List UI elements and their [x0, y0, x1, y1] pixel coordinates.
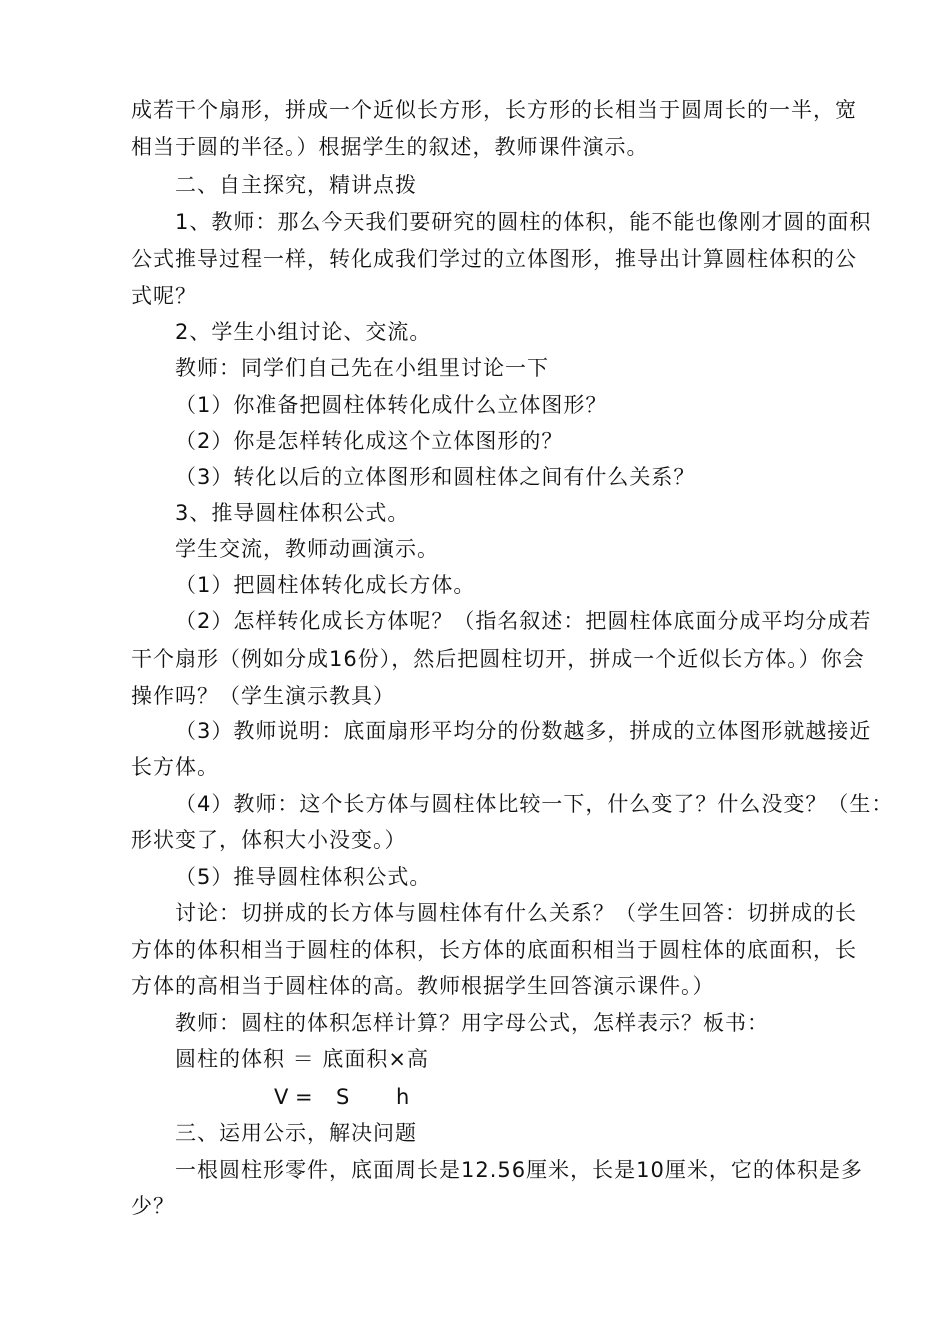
section-heading: 三、运用公示，解决问题	[175, 1121, 417, 1145]
formula-letters	[0, 1083, 950, 1111]
text-line: 公式推导过程一样，转化成我们学过的立体图形，推导出计算圆柱体积的公	[131, 247, 857, 271]
list-item: （2）你是怎样转化成这个立体图形的？	[175, 429, 564, 453]
text-line: 学生交流，教师动画演示。	[175, 537, 439, 561]
text-line: 方体的高相当于圆柱体的高。教师根据学生回答演示课件。）	[131, 974, 715, 998]
list-item: （5）推导圆柱体积公式。	[175, 865, 432, 889]
text-line: 形状变了，体积大小没变。）	[131, 828, 407, 852]
list-item: （3）转化以后的立体图形和圆柱体之间有什么关系？	[175, 465, 696, 489]
text-line: 1、教师：那么今天我们要研究的圆柱的体积，能不能也像刚才圆的面积	[175, 210, 872, 234]
list-item: （1）你准备把圆柱体转化成什么立体图形？	[175, 393, 608, 417]
list-item: （3）教师说明：底面扇形平均分的份数越多，拼成的立体图形就越接近	[175, 719, 872, 743]
text-line: 一根圆柱形零件，底面周长是12.56厘米，长是10厘米，它的体积是多	[175, 1158, 863, 1182]
text-line: 操作吗？（学生演示教具）	[131, 684, 395, 708]
text-line: 教师：圆柱的体积怎样计算？用字母公式，怎样表示？板书：	[175, 1011, 769, 1035]
list-item: （2）怎样转化成长方体呢？（指名叙述：把圆柱体底面分成平均分成若	[175, 609, 872, 633]
text-line: 方体的体积相当于圆柱的体积，长方体的底面积相当于圆柱体的底面积，长	[131, 938, 857, 962]
text-line: 教师：同学们自己先在小组里讨论一下	[175, 356, 549, 380]
section-heading: 二、自主探究，精讲点拨	[175, 173, 417, 197]
list-item: （1）把圆柱体转化成长方体。	[175, 573, 476, 597]
text-line: 3、推导圆柱体积公式。	[175, 501, 410, 525]
text-line: 干个扇形（例如分成16份），然后把圆柱切开，拼成一个近似长方体。）你会	[131, 647, 865, 671]
formula-h: h	[396, 1085, 410, 1109]
list-item: （4）教师：这个长方体与圆柱体比较一下，什么变了？什么没变？（生：	[175, 792, 894, 816]
formula-words: 圆柱的体积 ＝ 底面积×高	[175, 1047, 429, 1071]
text-line: 2、学生小组讨论、交流。	[175, 320, 432, 344]
text-line: 讨论：切拼成的长方体与圆柱体有什么关系？（学生回答：切拼成的长	[175, 901, 857, 925]
text-line: 成若干个扇形，拼成一个近似长方形，长方形的长相当于圆周长的一半，宽	[131, 98, 857, 122]
text-line: 少？	[131, 1194, 175, 1218]
text-line: 长方体。	[131, 755, 219, 779]
formula-v: V =	[274, 1085, 313, 1109]
formula-s: S	[336, 1085, 350, 1109]
text-line: 相当于圆的半径。）根据学生的叙述，教师课件演示。	[131, 135, 649, 159]
text-line: 式呢？	[131, 284, 197, 308]
